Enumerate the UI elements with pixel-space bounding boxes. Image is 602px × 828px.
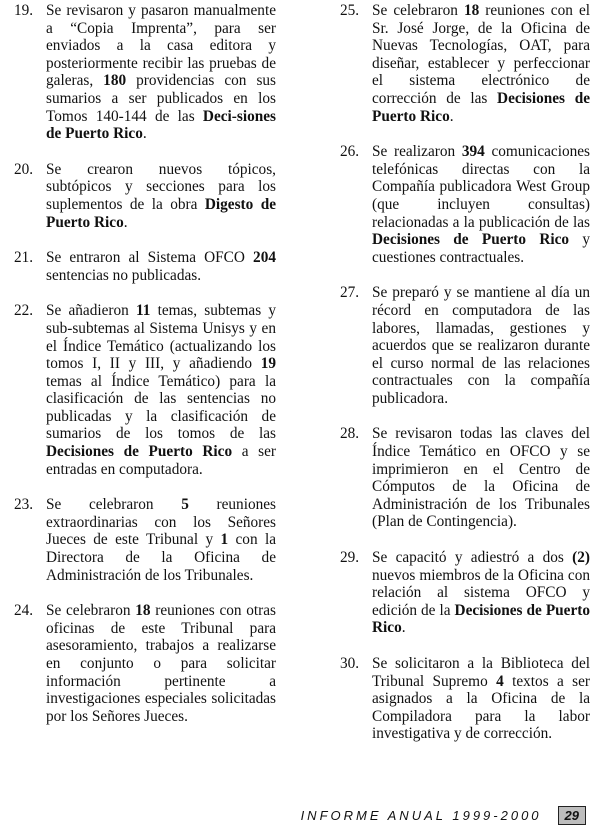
list-item [340,655,590,743]
item-text: Se entraron al Sistema OFCO 204 sentencias no publicadas. [46,249,276,284]
list-item [14,302,276,478]
page-footer [296,804,586,826]
page-number: 29 [558,806,586,825]
item-number: 26. [340,143,360,161]
item-number: 22. [14,302,34,320]
item-number: 28. [340,425,360,443]
item-number: 19. [14,2,34,19]
item-text: Se crearon nuevos tópicos, subtópicos y secciones para los suplementos de la obra Digesto de Puerto Rico. [46,160,276,231]
report-title: INFORME ANUAL 1999-2000 [300,807,542,823]
list-item [14,2,276,143]
item-number: 21. [14,249,34,267]
list-item [340,2,590,125]
item-number: 23. [14,496,34,514]
list-item [340,549,590,637]
item-number: 27. [340,284,360,302]
right-column [340,2,590,761]
item-text: Se añadieron 11 temas, subtemas y sub-subtemas al Sistema Unisys y en el Índice Temático (actualizando los tomos I, II y III, y añadiendo 19 temas al Índice Temático) para la clasificación de las sentencias no publicadas y la clasificación de sumarios de los tomos de las Decisiones de Puerto Rico a ser entradas en computadora. [46,302,276,478]
list-item [340,284,590,407]
list-item [14,161,276,231]
list-item [14,496,276,584]
item-text: Se celebraron 18 reuniones con otras oficinas de este Tribunal para asesoramiento, trabajos a realizarse en conjunto o para solicitar información pertinente a investigaciones especiales solicitadas por los Señores Jueces. [46,602,276,725]
item-text: Se capacitó y adiestró a dos (2) nuevos miembros de la Oficina con relación al sistema OFCO y edición de la Decisiones de Puerto Rico. [372,549,590,637]
item-text: Se revisaron y pasaron manualmente a “Copia Imprenta”, para ser enviados a la casa editora y posteriormente recibir las pruebas de galeras, 180 providencias con sus sumarios a ser publicados en los Tomos 140-144 de las Deci-siones de Puerto Rico. [46,2,276,143]
left-column [14,2,276,743]
list-item [340,425,590,531]
item-text: Se celebraron 5 reuniones extraordinarias con los Señores Jueces de este Tribunal y 1 con la Directora de la Oficina de Administración de los Tribunales. [46,496,276,584]
item-text: Se celebraron 18 reuniones con el Sr. José Jorge, de la Oficina de Nuevas Tecnologías, OAT, para diseñar, establecer y perfeccionar el sistema electrónico de corrección de las Decisiones de Puerto Rico. [372,2,590,125]
item-number: 24. [14,602,34,620]
list-item [340,143,590,266]
list-item [14,602,276,725]
item-number: 25. [340,2,360,19]
list-item [14,249,276,284]
item-text: Se solicitaron a la Biblioteca del Tribunal Supremo 4 textos a ser asignados a la Oficina de la Compiladora para la labor investigativa y de corrección. [372,655,590,743]
item-text: Se revisaron todas las claves del Índice Temático en OFCO y se imprimieron en el Centro de Cómputos de la Oficina de Administración de los Tribunales (Plan de Contingencia). [372,425,590,531]
item-text: Se realizaron 394 comunicaciones telefónicas directas con la Compañía publicadora West Group (que incluyen consultas) relacionadas a la publicación de las Decisiones de Puerto Rico y cuestiones contractuales. [372,143,590,266]
item-number: 30. [340,655,360,672]
item-number: 29. [340,549,360,567]
item-text: Se preparó y se mantiene al día un récord en computadora de las labores, llamadas, gestiones y acuerdos que se realizaron durante el curso normal de las relaciones contractuales con la compañía publicadora. [372,284,590,407]
item-number: 20. [14,160,34,178]
